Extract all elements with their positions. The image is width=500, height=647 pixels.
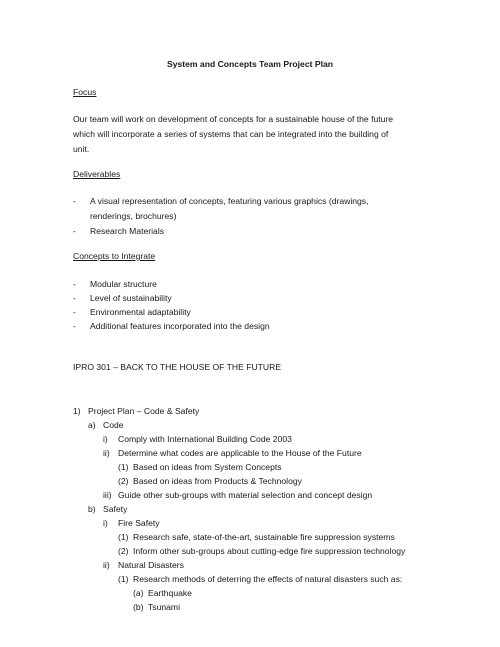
outline-marker: ii) <box>103 560 110 570</box>
outline-item <box>73 406 200 416</box>
outline-item <box>118 462 282 472</box>
focus-paragraph <box>73 112 393 157</box>
outline-marker: i) <box>103 518 108 528</box>
outline-text: Tsunami <box>148 602 180 612</box>
bullet-dash: - <box>73 226 76 236</box>
outline-marker: 1) <box>73 406 81 416</box>
outline-marker: iii) <box>103 490 112 500</box>
bullet-dash: - <box>73 279 76 289</box>
outline-item <box>118 476 302 486</box>
outline-marker: (2) <box>118 546 129 556</box>
outline-marker: b) <box>88 504 96 514</box>
outline-text: Project Plan – Code & Safety <box>88 406 200 416</box>
list-item <box>73 319 270 333</box>
list-item-text: Level of sustainability <box>90 293 172 303</box>
outline-marker: (1) <box>118 574 129 584</box>
focus-line: unit. <box>73 144 90 154</box>
outline-item <box>103 560 184 570</box>
outline-text: Based on ideas from Products & Technology <box>133 476 302 486</box>
outline-item <box>88 504 128 514</box>
list-item <box>73 194 369 224</box>
outline-text: Earthquake <box>148 588 192 598</box>
list-item-text: Modular structure <box>90 279 157 289</box>
deliverables-list <box>73 194 369 239</box>
outline-item <box>103 448 362 458</box>
outline-text: Research safe, state-of-the-art, sustainable fire suppression systems <box>133 532 395 542</box>
list-item <box>73 224 369 239</box>
list-item <box>73 305 270 319</box>
focus-heading: Focus <box>73 87 97 97</box>
outline-marker: a) <box>88 420 96 430</box>
outline-text: Safety <box>103 504 128 514</box>
document-title: System and Concepts Team Project Plan <box>166 59 334 69</box>
outline-marker: ii) <box>103 448 110 458</box>
deliverables-heading: Deliverables <box>73 169 121 179</box>
list-item <box>73 291 270 305</box>
ipro-heading: IPRO 301 – BACK TO THE HOUSE OF THE FUTURE <box>73 362 282 372</box>
outline-marker: (2) <box>118 476 129 486</box>
outline-item <box>88 420 124 430</box>
outline-text: Guide other sub-groups with material selection and concept design <box>118 490 373 500</box>
bullet-dash: - <box>73 321 76 331</box>
list-item-text: Research Materials <box>90 226 165 236</box>
outline-text: Code <box>103 420 124 430</box>
bullet-dash: - <box>73 196 76 206</box>
outline-text: Comply with International Building Code 2003 <box>118 434 292 444</box>
outline-item <box>133 602 180 612</box>
list-item <box>73 277 270 291</box>
outline-item <box>133 588 192 598</box>
list-item-text: Environmental adaptability <box>90 307 191 317</box>
outline-text: Based on ideas from System Concepts <box>133 462 282 472</box>
list-item-text: renderings, brochures) <box>90 211 177 221</box>
outline-item <box>103 490 373 500</box>
outline-item <box>118 574 403 584</box>
outline-marker: i) <box>103 434 108 444</box>
outline-marker: (1) <box>118 462 129 472</box>
bullet-dash: - <box>73 293 76 303</box>
outline-item <box>118 546 406 556</box>
outline-text: Natural Disasters <box>118 560 184 570</box>
outline-item <box>103 518 160 528</box>
outline-text: Research methods of deterring the effects of natural disasters such as: <box>133 574 403 584</box>
outline-marker: (b) <box>133 602 144 612</box>
outline-item <box>103 434 292 444</box>
bullet-dash: - <box>73 307 76 317</box>
focus-line: Our team will work on development of concepts for a sustainable house of the future <box>73 114 394 124</box>
outline-text: Inform other sub-groups about cutting-edge fire suppression technology <box>133 546 406 556</box>
concepts-list <box>73 277 270 333</box>
outline-item <box>118 532 395 542</box>
outline-marker: (1) <box>118 532 129 542</box>
outline-marker: (a) <box>133 588 144 598</box>
outline-text: Fire Safety <box>118 518 160 528</box>
list-item-text: Additional features incorporated into the design <box>90 321 270 331</box>
focus-line: which will incorporate a series of systems that can be integrated into the building of <box>73 129 389 139</box>
outline-text: Determine what codes are applicable to the House of the Future <box>118 448 362 458</box>
list-item-text: A visual representation of concepts, featuring various graphics (drawings, <box>90 196 369 206</box>
concepts-heading: Concepts to Integrate <box>73 251 156 261</box>
